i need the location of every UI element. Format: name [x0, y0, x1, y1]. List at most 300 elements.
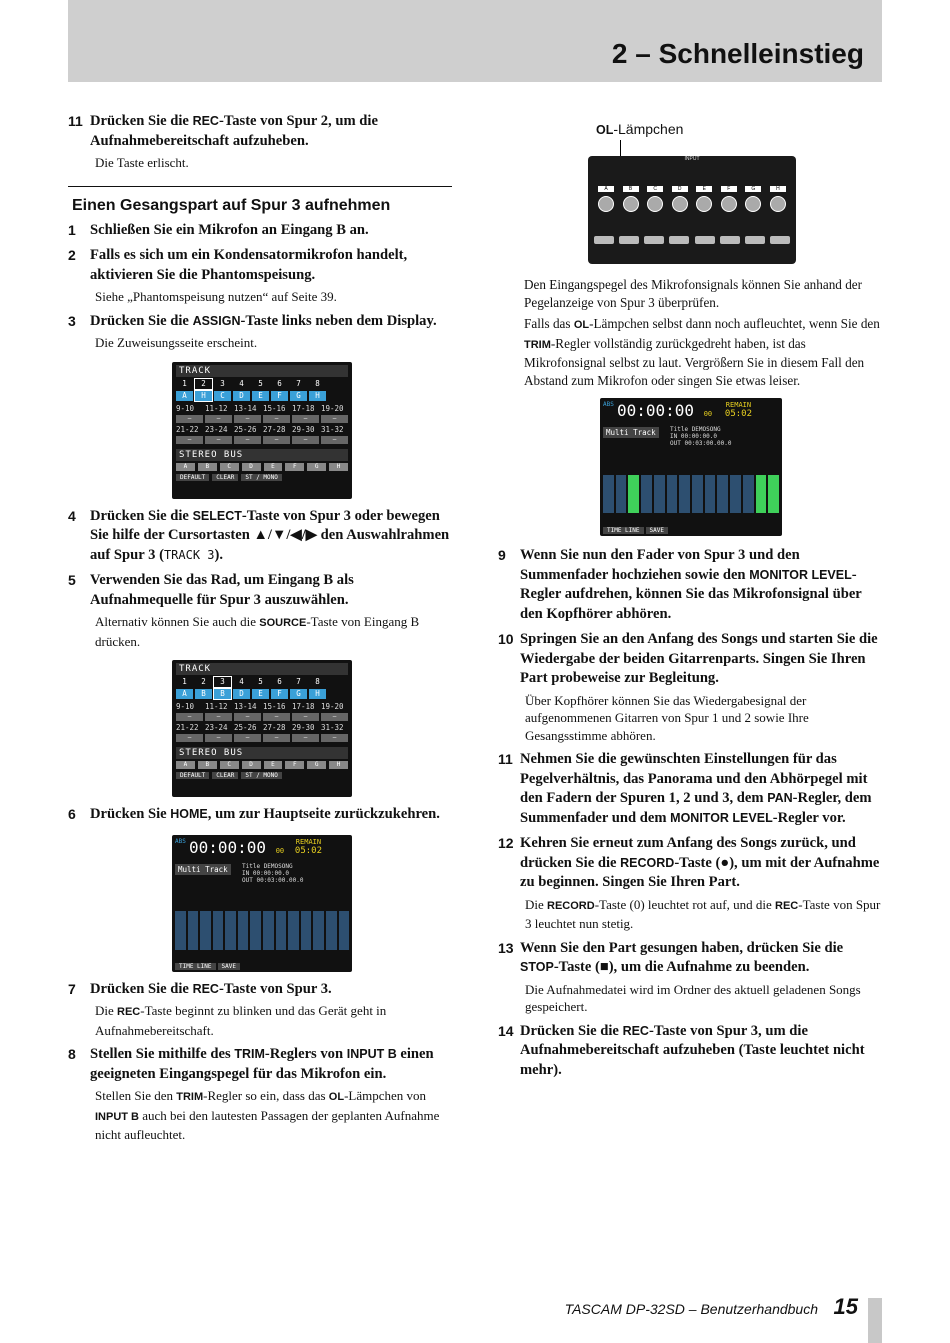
pair-button: –: [321, 415, 348, 423]
step-text: -Taste von Spur 2, um die Aufnahmebereitschaft aufzuheben.: [90, 113, 378, 149]
step-text: -Taste links neben dem Display.: [240, 312, 437, 329]
track-number: 2: [195, 379, 212, 389]
callout-text: -Lämpchen: [613, 121, 684, 137]
page-number: 15: [833, 1294, 858, 1319]
pair-button: –: [234, 415, 261, 423]
key-label: RECORD: [620, 855, 675, 870]
step-note: Siehe „Phantomspeisung nutzen“ auf Seite 39.: [95, 289, 337, 304]
meter-bar: [628, 475, 639, 514]
meter-bar: [250, 911, 261, 950]
note-text: -Taste von Eingang B drücken.: [95, 614, 420, 649]
step-9: [498, 546, 884, 624]
info-label: IN: [242, 869, 250, 877]
note-text: -Taste beginnt zu blinken und das Gerät geht in Aufnahmebereitschaft.: [95, 1003, 387, 1038]
step-text: Nehmen Sie die gewünschten Einstellungen für das Pegelverhältnis, das Panorama und den Abhörpegel mit den Fadern der Spuren 1, 2 und 3, dem: [520, 751, 868, 806]
meter-bar: [225, 911, 236, 950]
pair-button: –: [205, 415, 232, 423]
step-number: 6: [68, 806, 76, 822]
step-text: -Regler, dem Summenfader und dem: [520, 790, 872, 826]
step-number: 8: [68, 1046, 76, 1062]
bus-title: STEREO BUS: [176, 747, 348, 759]
step-number: 1: [68, 221, 76, 238]
key-label: HOME: [170, 807, 208, 821]
input-letter: D: [233, 689, 250, 699]
meter-bar: [200, 911, 211, 950]
meter-bar: [743, 475, 754, 514]
info-label: Title: [670, 426, 689, 433]
pair-button: –: [234, 734, 261, 742]
footer-label: CLEAR: [212, 474, 238, 481]
step-text: Falls es sich um ein Kondensatormikrofon handelt, aktivieren Sie die Phantomspeisung.: [90, 247, 408, 283]
pair-button: –: [205, 713, 232, 721]
footer-label: ST / MONO: [241, 474, 282, 481]
bus-button: A: [176, 463, 195, 471]
step-text: Drücken Sie: [90, 806, 171, 822]
step-11-right: [498, 750, 884, 828]
info-value: 00:03:00.00.0: [256, 876, 304, 884]
info-label: IN: [670, 433, 678, 440]
step-number: 10: [498, 631, 514, 647]
bus-button: F: [285, 761, 304, 769]
key-label: PAN: [767, 791, 793, 805]
step-text: -Taste von Spur 3, um die Aufnahmebereitschaft aufzuheben (Taste leuchtet nicht mehr).: [520, 1022, 865, 1078]
note-text: -Regler so ein, dass das: [203, 1088, 329, 1103]
step-text: -Regler aufdrehen, können Sie das Mikrofonsignal über den Kopfhörer abhören.: [520, 566, 862, 622]
pair-button: –: [205, 436, 232, 444]
input-letter: G: [745, 186, 761, 192]
track-pair: 15-16: [263, 702, 286, 711]
remain-value: 05:02: [724, 409, 752, 419]
input-letter: G: [290, 391, 307, 401]
source-button: [695, 236, 715, 244]
bus-button: D: [242, 463, 261, 471]
pair-button: –: [321, 713, 348, 721]
track-pair: 13-14: [234, 702, 257, 711]
screen-title: TRACK: [176, 365, 348, 377]
step-text: -Taste von Spur 3 oder bewegen Sie hilfe der Cursortasten ▲/▼/◀/▶ den Auswahlrahmen auf Spur 3 (: [90, 507, 450, 563]
level-meters: [603, 458, 779, 513]
meter-bar: [238, 911, 249, 950]
note-text: Alternativ können Sie auch die: [95, 614, 260, 629]
step-text: Wenn Sie nun den Fader von Spur 3 und den Summenfader hochziehen sowie den: [520, 547, 800, 583]
pair-button: –: [263, 436, 290, 444]
step-number: 12: [498, 835, 514, 851]
track-pair: 29-30: [292, 723, 315, 732]
input-letter: D: [233, 391, 250, 401]
track-pair: 11-12: [205, 702, 228, 711]
step-note: [95, 1087, 452, 1144]
input-letter: D: [672, 186, 688, 192]
track-pair: 9-10: [176, 403, 195, 413]
key-label: REC: [775, 899, 799, 912]
bus-button: H: [329, 463, 348, 471]
bus-button: D: [242, 761, 261, 769]
track-pair: 23-24: [205, 723, 228, 732]
panel-title: INPUT: [684, 156, 700, 162]
pair-button: –: [292, 713, 319, 721]
input-letter: A: [598, 186, 614, 192]
paragraph-text: -Lämpchen selbst dann noch aufleuchtet, wenn Sie den: [589, 316, 880, 331]
step-3: [68, 312, 452, 332]
level-meters: [175, 895, 349, 950]
input-letter: A: [176, 391, 193, 401]
step-text: Stellen Sie mithilfe des: [90, 1046, 235, 1062]
track-pair: 25-26: [234, 723, 257, 732]
input-letter: B: [623, 186, 639, 192]
key-label: INPUT B: [95, 1110, 139, 1123]
bus-button: G: [307, 761, 326, 769]
step-11-left: [68, 112, 452, 151]
footer-bar: [868, 1298, 882, 1343]
step-text: Schließen Sie ein Mikrofon an Eingang B an.: [90, 221, 369, 238]
left-column: [68, 112, 452, 1144]
source-button: [745, 236, 765, 244]
pair-button: –: [292, 436, 319, 444]
footer-label: TIME LINE: [175, 963, 216, 970]
input-letter: B: [214, 689, 231, 699]
step-14: [498, 1022, 884, 1081]
step-text: Drücken Sie die: [90, 312, 193, 329]
input-letter: F: [271, 689, 288, 699]
trim-knob: [647, 196, 663, 212]
track-pair: 15-16: [263, 403, 286, 413]
step-text: einen geeigneten Eingangspegel für das Mikrofon ein.: [90, 1046, 434, 1082]
step-2: [68, 246, 452, 285]
step-number: 3: [68, 312, 76, 329]
frames-value: 00: [703, 410, 713, 418]
step-text: -Regler vor.: [772, 809, 846, 826]
meter-bar: [288, 911, 299, 950]
step-1: [68, 221, 452, 241]
note-text: auch bei den lautesten Passagen der geplanten Aufnahme nicht aufleuchtet.: [95, 1107, 440, 1142]
input-letter: G: [290, 689, 307, 699]
input-letter: F: [271, 391, 288, 401]
bus-row: [176, 761, 348, 769]
input-letter: C: [214, 391, 231, 401]
bus-title: STEREO BUS: [176, 449, 348, 461]
pair-button: –: [321, 734, 348, 742]
track-number: 7: [296, 378, 301, 388]
step-4: [68, 507, 452, 566]
meter-bar: [768, 475, 779, 514]
track-number: 8: [315, 677, 320, 686]
step-note: [95, 613, 452, 650]
track-number-row: [176, 379, 348, 389]
song-info: [242, 863, 303, 884]
mode-label: Multi Track: [603, 427, 659, 438]
track-pair: 9-10: [176, 702, 195, 711]
step-number: 7: [68, 980, 76, 997]
step-note: Die Taste erlischt.: [95, 155, 189, 170]
key-label: TRIM: [176, 1091, 204, 1103]
pair-button: –: [176, 734, 203, 742]
info-value: 00:00:00.0: [252, 869, 289, 877]
input-letter: H: [770, 186, 786, 192]
note-text: -Taste von Spur 3 leuchtet nun stetig.: [525, 896, 881, 931]
footer-label: DEFAULT: [176, 772, 209, 779]
screen-footer: [603, 527, 670, 534]
mode-label: Multi Track: [175, 864, 231, 875]
step-13: [498, 939, 884, 978]
step-text: -Taste (■), um die Aufnahme zu beenden.: [553, 959, 810, 975]
key-label: RECORD: [547, 899, 595, 912]
track-pair: 31-32: [321, 723, 344, 732]
step-note: [95, 1002, 452, 1039]
track-pair: 13-14: [234, 403, 257, 413]
meter-bar: [313, 911, 324, 950]
meter-bar: [603, 475, 614, 514]
pair-button: –: [234, 436, 261, 444]
input-letter-row: [176, 689, 348, 699]
track-pair: 19-20: [321, 403, 344, 413]
track-number: 3: [214, 677, 231, 687]
screen-footer: [176, 772, 348, 779]
info-label: Title: [242, 862, 261, 870]
paragraph-text: Falls das: [524, 316, 574, 331]
time-counter: [617, 401, 779, 420]
screen-footer: [175, 963, 242, 970]
meter-bar: [213, 911, 224, 950]
chapter-title: 2 – Schnelleinstieg: [611, 38, 864, 69]
section-divider: [68, 186, 452, 187]
step-number: 9: [498, 547, 506, 563]
input-letter: E: [252, 689, 269, 699]
step-note: [525, 896, 884, 933]
trim-knob: [721, 196, 737, 212]
step-7: [68, 980, 452, 1000]
key-label: REC: [192, 114, 219, 128]
assign-screen-1: [172, 362, 352, 499]
info-value: 00:00:00.0: [680, 433, 717, 440]
key-label: TRIM: [524, 338, 551, 351]
input-letter: E: [696, 186, 712, 192]
track-number: 3: [220, 378, 225, 388]
track-pair: 27-28: [263, 424, 286, 434]
input-letter: E: [252, 391, 269, 401]
screen-title: TRACK: [176, 663, 348, 675]
track-number: 1: [182, 378, 187, 388]
meter-bar: [616, 475, 627, 514]
note-text: Stellen Sie den: [95, 1088, 177, 1103]
key-label: MONITOR LEVEL: [749, 567, 852, 582]
track-pair: 27-28: [263, 723, 286, 732]
track-pair: 31-32: [321, 424, 344, 434]
note-text: -Lämpchen von: [344, 1088, 427, 1103]
meter-bar: [679, 475, 690, 514]
bus-button: G: [307, 463, 326, 471]
source-button: [669, 236, 689, 244]
key-label: SELECT: [192, 508, 242, 523]
source-buttons: [594, 236, 790, 244]
trim-knob: [696, 196, 712, 212]
bus-button: C: [220, 761, 239, 769]
step-number: 11: [68, 113, 83, 129]
assign-screen-2: [172, 660, 352, 797]
pair-button: –: [234, 713, 261, 721]
key-label: REC: [117, 1006, 141, 1018]
paragraph-text: -Regler vollständig zurückgedreht haben, ist das Mikrofonsignal selbst zu laut. Vergrößern Sie in diesem Fall den Abstand zum Mikrofon oder singen Sie etwas leiser.: [524, 335, 865, 388]
footer-label: TIME LINE: [603, 527, 644, 534]
pair-button: –: [263, 713, 290, 721]
bus-button: E: [264, 761, 283, 769]
bus-button: A: [176, 761, 195, 769]
step-number: 11: [498, 751, 513, 767]
bus-button: C: [220, 463, 239, 471]
trim-knob: [623, 196, 639, 212]
key-label: REC: [622, 1023, 649, 1038]
meter-bar: [188, 911, 199, 950]
trim-knob: [770, 196, 786, 212]
ol-callout: [596, 121, 683, 137]
track-number: 5: [258, 677, 263, 686]
right-column: [498, 546, 884, 1080]
input-panel-illustration: [588, 156, 796, 264]
trim-knobs: [598, 196, 786, 212]
step-text: ).: [214, 546, 224, 563]
track-number: 1: [182, 677, 187, 686]
step-text: Drücken Sie die: [520, 1022, 623, 1039]
track-number: 6: [277, 378, 282, 388]
pair-button: –: [176, 713, 203, 721]
track-pair: 23-24: [205, 424, 228, 434]
source-button: [770, 236, 790, 244]
key-label: STOP: [520, 960, 554, 974]
screen-footer: [176, 474, 348, 481]
key-label: OL: [596, 123, 614, 137]
track-pair: 25-26: [234, 424, 257, 434]
meter-bar: [667, 475, 678, 514]
key-label: TRIM: [234, 1047, 265, 1061]
source-button: [644, 236, 664, 244]
step-number: 5: [68, 572, 76, 588]
track-pair: 21-22: [176, 424, 199, 434]
source-button: [594, 236, 614, 244]
meter-bar: [705, 475, 716, 514]
step-note: Die Zuweisungsseite erscheint.: [95, 335, 258, 350]
bus-row: [176, 463, 348, 471]
step-text: Kehren Sie erneut zum Anfang des Songs zurück, und drücken Sie die: [520, 835, 856, 871]
info-label: OUT: [670, 440, 681, 447]
input-letter: F: [721, 186, 737, 192]
input-letter: B: [195, 689, 212, 699]
bus-button: B: [198, 761, 217, 769]
meter-bar: [339, 911, 350, 950]
remain-label: REMAIN: [295, 837, 322, 846]
source-button: [720, 236, 740, 244]
pair-button: –: [263, 734, 290, 742]
trim-knob: [672, 196, 688, 212]
track-number: 7: [296, 677, 301, 686]
display-text: TRACK 3: [163, 547, 215, 562]
right-intro-text: [524, 276, 884, 393]
input-letter: H: [309, 689, 326, 699]
track-number: 4: [239, 677, 244, 686]
step-6: [68, 805, 452, 825]
trim-knob: [745, 196, 761, 212]
meter-bar: [263, 911, 274, 950]
input-letter: H: [309, 391, 326, 401]
track-pair: 19-20: [321, 702, 344, 711]
step-number: 13: [498, 939, 514, 956]
step-text: Wenn Sie den Part gesungen haben, drücken Sie die: [520, 939, 844, 956]
abs-label: ABS: [175, 837, 186, 845]
track-pair: 11-12: [205, 403, 228, 413]
step-text: -Taste (●), um mit der Aufnahme zu beginnen. Singen Sie Ihren Part.: [520, 854, 880, 890]
step-number: 4: [68, 507, 76, 524]
track-pair-grid: [176, 404, 348, 444]
meter-bar: [692, 475, 703, 514]
step-text: -Reglers von: [264, 1046, 347, 1062]
step-text: Drücken Sie die: [90, 507, 193, 524]
footer-label: SAVE: [646, 527, 668, 534]
step-text: Verwenden Sie das Rad, um Eingang B als Aufnahmequelle für Spur 3 auszuwählen.: [90, 572, 354, 608]
track-number: 2: [201, 677, 206, 686]
remain-label: REMAIN: [725, 401, 752, 409]
time-counter: [189, 838, 349, 857]
track-number: 6: [277, 677, 282, 686]
pair-button: –: [176, 415, 203, 423]
meter-bar: [641, 475, 652, 514]
input-letter-row: [176, 391, 348, 401]
step-note: Die Aufnahmedatei wird im Ordner des aktuell geladenen Songs gespeichert.: [525, 981, 861, 1014]
track-pair: 17-18: [292, 702, 315, 711]
info-value: DEMOSONG: [691, 426, 721, 433]
meter-bar: [301, 911, 312, 950]
key-label: MONITOR LEVEL: [670, 810, 773, 825]
time-value: 00:00:00: [189, 837, 267, 857]
paragraph: Den Eingangspegel des Mikrofonsignals können Sie anhand der Pegelanzeige von Spur 3 überprüfen.: [524, 277, 863, 310]
info-label: OUT: [242, 876, 253, 884]
time-value: 00:00:00: [617, 401, 695, 420]
note-text: Die: [525, 896, 548, 912]
footer-label: SAVE: [218, 963, 240, 970]
meter-bar: [175, 911, 186, 950]
pair-button: –: [292, 415, 319, 423]
trim-knob: [598, 196, 614, 212]
remain-value: 05:02: [294, 845, 322, 856]
step-text: Drücken Sie die: [90, 980, 193, 997]
key-label: INPUT B: [346, 1047, 397, 1061]
footer-label: DEFAULT: [176, 474, 209, 481]
input-letter: C: [647, 186, 663, 192]
home-screen-record: [600, 398, 782, 536]
meter-bar: [326, 911, 337, 950]
track-number: 8: [315, 378, 320, 388]
track-number: 5: [258, 378, 263, 388]
step-10: [498, 630, 884, 689]
track-pair: 29-30: [292, 424, 315, 434]
step-text: -Taste von Spur 3.: [218, 980, 332, 997]
bus-button: B: [198, 463, 217, 471]
key-label: SOURCE: [259, 617, 307, 629]
bus-button: H: [329, 761, 348, 769]
note-text: Die: [95, 1003, 118, 1018]
footer-label: CLEAR: [212, 772, 238, 779]
input-letter: H: [195, 391, 212, 401]
pair-button: –: [176, 436, 203, 444]
frames-value: 00: [275, 846, 285, 855]
section-title: Einen Gesangspart auf Spur 3 aufnehmen: [72, 196, 391, 214]
song-info: [670, 426, 731, 447]
track-number: 4: [239, 378, 244, 388]
note-text: -Taste (0) leuchtet rot auf, und die: [594, 896, 776, 912]
meter-bar: [276, 911, 287, 950]
info-value: DEMOSONG: [263, 862, 293, 870]
paragraph: [524, 315, 884, 389]
meter-bar: [654, 475, 665, 514]
track-pair: 17-18: [292, 403, 315, 413]
key-label: REC: [192, 981, 219, 996]
